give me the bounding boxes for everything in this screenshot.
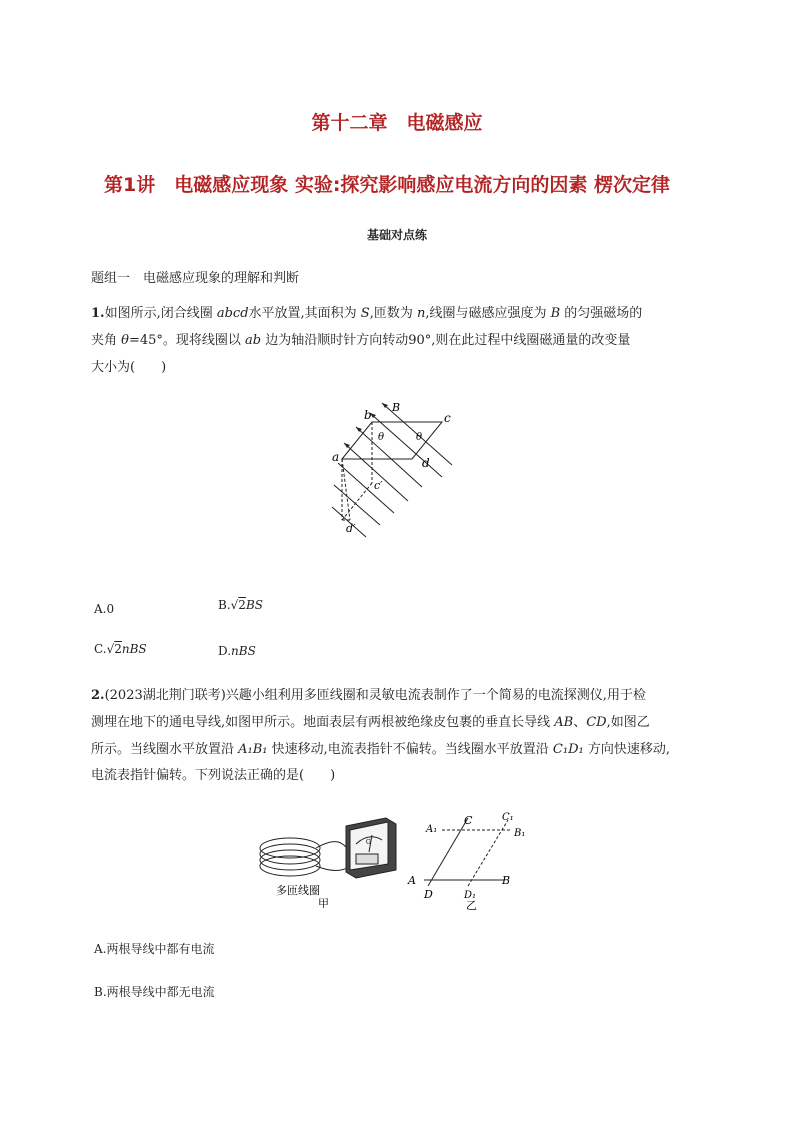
label-b: b: [364, 408, 372, 422]
q2-text: 快速移动,电流表指针不偏转。当线圈水平放置沿: [267, 742, 553, 757]
q1-text: 大小为( ): [91, 360, 167, 375]
option-prefix: C.: [94, 642, 107, 656]
q1-text: =45°。现将线圈以: [128, 333, 246, 348]
option-text: A.两根导线中都有电流: [94, 942, 215, 956]
q2-var: AB: [554, 715, 574, 730]
q1-text: 水平放置,其面积为: [248, 306, 361, 321]
label-C1: C₁: [502, 812, 514, 823]
label-D: D: [424, 888, 433, 901]
coil-label: 多匝线圈: [276, 884, 320, 897]
q1-text: 夹角: [91, 333, 122, 348]
label-theta-1: θ: [378, 432, 385, 443]
coil-turn: [260, 856, 320, 876]
q2-text: 所示。当线圈水平放置沿: [91, 742, 239, 757]
section-title: 基础对点练: [366, 228, 427, 242]
meter-label: G: [366, 839, 371, 846]
q2-line-2: [91, 713, 650, 733]
sqrt-icon: √: [106, 642, 115, 656]
q2-text: ,如图乙: [606, 715, 650, 730]
q1-option-c[interactable]: [94, 642, 147, 656]
galvanometer: [346, 818, 396, 878]
option-text: B.两根导线中都无电流: [94, 985, 215, 999]
label-c: c: [444, 411, 451, 425]
q1-var: θ: [121, 333, 129, 348]
q2-figure-jia: [254, 808, 404, 908]
q2-text: 方向快速移动,: [583, 742, 670, 757]
coil-turn: [260, 838, 320, 858]
option-text: A.0: [94, 602, 115, 616]
q1-option-d[interactable]: [218, 644, 256, 658]
label-A1: A₁: [426, 824, 438, 835]
q2-line-3: [91, 740, 670, 760]
label-c-prime: c′: [374, 479, 383, 492]
q2-var: CD: [586, 715, 607, 730]
option-root: 2: [238, 598, 246, 612]
lecture-title: 第1讲 电磁感应现象 实验:探究影响感应电流方向的因素 楞次定律: [104, 174, 671, 196]
label-C: C: [464, 814, 473, 827]
q1-var: S: [360, 306, 370, 321]
option-tail: nBS: [121, 642, 147, 656]
q1-text: ,匝数为: [369, 306, 417, 321]
q1-line-1: [91, 304, 642, 324]
label-B: B: [502, 874, 511, 887]
q2-var: C₁D₁: [552, 742, 584, 757]
label-d: d: [422, 456, 430, 470]
q2-text: 电流表指针偏转。下列说法正确的是( ): [91, 768, 336, 783]
q1-option-a[interactable]: [94, 602, 114, 616]
field-line: [356, 427, 422, 487]
q1-text: 的匀强磁场的: [560, 306, 643, 321]
option-root: 2: [114, 642, 122, 656]
group-title: 题组一 电磁感应现象的理解和判断: [91, 271, 300, 286]
label-B1: B₁: [514, 828, 526, 839]
q2-line-4: [91, 766, 335, 786]
field-line: [344, 443, 408, 501]
chapter-title: 第十二章 电磁感应: [311, 112, 483, 134]
label-d-prime: d′: [346, 522, 356, 535]
q1-var: n: [416, 306, 426, 321]
q2-option-b[interactable]: [94, 983, 215, 1000]
label-B: B: [392, 401, 401, 414]
q1-var: ab: [245, 333, 262, 348]
q2-text: 测埋在地下的通电导线,如图甲所示。地面表层有两根被绝缘皮包裹的垂直长导线: [91, 715, 555, 730]
coil-turn: [260, 844, 320, 864]
caption-jia: 甲: [318, 897, 329, 908]
q2-number: 2.: [91, 688, 105, 703]
option-prefix: D.: [218, 644, 232, 658]
q1-text: 如图所示,闭合线圈: [104, 306, 217, 321]
q1-line-3: [91, 358, 166, 378]
caption-yi: 乙: [466, 899, 477, 910]
label-D1: D₁: [464, 890, 477, 901]
sqrt-icon: √: [230, 598, 239, 612]
coil-turn: [260, 850, 320, 870]
q2-text: 、: [573, 715, 587, 730]
q1-var: abcd: [216, 306, 249, 321]
q2-var: A₁B₁: [238, 742, 268, 757]
q1-figure: [330, 395, 470, 540]
q1-var: B: [550, 306, 561, 321]
q2-line-1: [91, 686, 646, 706]
option-prefix: B.: [218, 598, 231, 612]
option-tail: BS: [245, 598, 263, 612]
label-a: a: [332, 450, 340, 464]
q2-text: (2023湖北荆门联考)兴趣小组利用多匝线圈和灵敏电流表制作了一个简易的电流探测仪,用于检: [104, 688, 646, 703]
q1-line-2: [91, 331, 630, 351]
q1-text: ,线圈与磁感应强度为: [425, 306, 551, 321]
field-line: [370, 413, 442, 477]
option-tail: nBS: [231, 644, 256, 658]
q1-option-b[interactable]: [218, 598, 263, 612]
q1-text: 边为轴沿顺时针方向转动90°,则在此过程中线圈磁通量的改变量: [261, 333, 631, 348]
field-line: [338, 463, 394, 513]
q2-figure-yi: [406, 810, 538, 910]
q2-option-a[interactable]: [94, 940, 214, 957]
q1-number: 1.: [91, 306, 105, 321]
label-A: A: [408, 874, 416, 887]
label-theta-2: θ: [416, 432, 423, 443]
